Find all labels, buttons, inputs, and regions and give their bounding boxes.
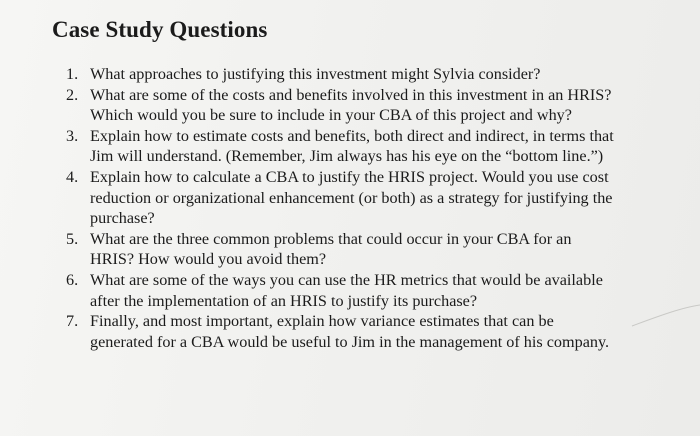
question-item [54,229,614,270]
question-item [54,85,614,126]
question-item [54,167,614,229]
pen-mark [630,300,700,330]
question-item [54,311,614,352]
question-item [54,64,614,85]
question-text: What are some of the ways you can use the HR metrics that would be available after the implementation of an HRIS to justify its purchase? [90,270,603,310]
question-number: 5. [66,229,79,248]
question-number: 6. [66,270,79,289]
question-text: What are the three common problems that could occur in your CBA for an HRIS? How would you avoid them? [90,229,572,269]
question-number: 4. [66,167,79,186]
page-title: Case Study Questions [52,17,268,42]
question-number: 7. [66,312,79,331]
question-text: What are some of the costs and benefits involved in this investment in an HRIS? Which would you be sure to include in your CBA of this project and why? [90,85,612,125]
question-text: Explain how to estimate costs and benefits, both direct and indirect, in terms that Jim will understand. (Remember, Jim always has his eye on the “bottom line.”) [90,126,614,166]
question-text: What approaches to justifying this investment might Sylvia consider? [90,65,541,83]
question-text: Finally, and most important, explain how variance estimates that can be generated for a CBA would be useful to Jim in the management of his company. [90,312,610,351]
question-number: 3. [66,126,79,145]
question-text: Explain how to calculate a CBA to justify the HRIS project. Would you use cost reduction or organizational enhancement (or both) as a strategy for justifying the purchase? [90,167,613,228]
question-number: 2. [66,85,79,104]
question-list [54,64,614,352]
question-item [54,126,614,167]
question-number: 1. [66,65,79,83]
question-item [54,270,614,311]
